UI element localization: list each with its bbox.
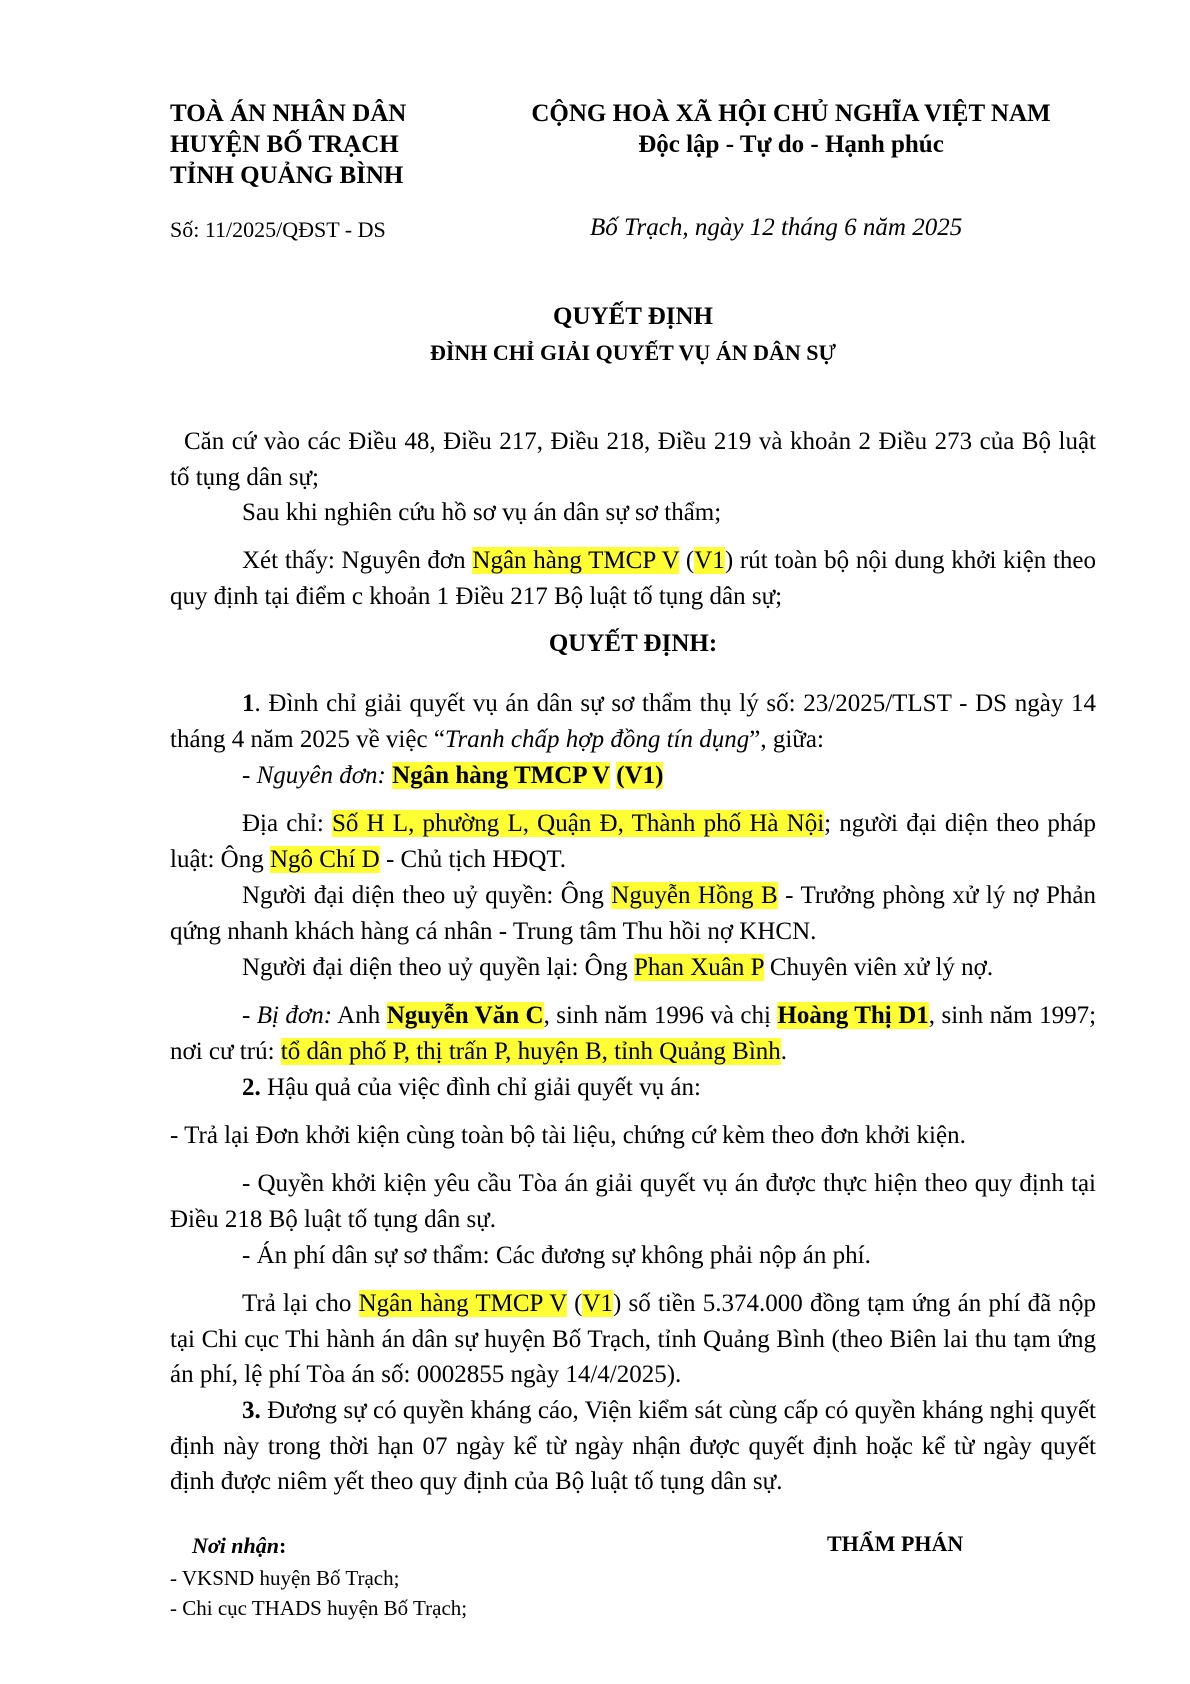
- plaintiff-line: [170, 758, 1096, 794]
- court-name-block: [170, 98, 406, 191]
- case-type: Tranh chấp hợp đồng tín dụng: [444, 725, 750, 753]
- recipient-2: - Chi cục THADS huyện Bố Trạch;: [170, 1596, 468, 1620]
- defendant-name-1: Nguyễn Văn C: [386, 1002, 544, 1029]
- defendant-label: - Bị đơn:: [242, 1002, 333, 1029]
- defendant-name-2: Hoàng Thị D1: [777, 1002, 929, 1029]
- legal-basis-paragraph: Căn cứ vào các Điều 48, Điều 217, Điều 218, Điều 219 và khoản 2 Điều 273 của Bộ luật tố tụng dân sự;: [170, 428, 1096, 491]
- plaintiff-label: - Nguyên đơn:: [242, 762, 393, 789]
- refund-paragraph: Trả lại cho Ngân hàng TMCP V (V1) số tiền 5.374.000 đồng tạm ứng án phí đã nộp tại Chi cục Thi hành án dân sự huyện Bố Trạch, tỉnh Quảng Bình (theo Biên lai thu tạm ứng án phí, lệ phí Tòa án số: 0002855 ngày 14/4/2025).: [170, 1290, 1096, 1388]
- place-and-date: Bố Trạch, ngày 12 tháng 6 năm 2025: [590, 214, 963, 241]
- refund-code: V1: [582, 1290, 613, 1317]
- recipients-label: Nơi nhận:: [192, 1533, 287, 1558]
- document-number: Số: 11/2025/QĐST - DS: [170, 217, 386, 242]
- judge-title: THẨM PHÁN: [827, 1531, 964, 1556]
- item-2-heading: 2. Hậu quả của việc đình chỉ giải quyết vụ án:: [242, 1074, 701, 1101]
- nation-name: CỘNG HOÀ XÃ HỘI CHỦ NGHĨA VIỆT NAM: [531, 100, 1051, 127]
- sub-authorized-rep-name: Phan Xuân P: [633, 954, 764, 981]
- document-subtitle: ĐÌNH CHỈ GIẢI QUYẾT VỤ ÁN DÂN SỰ: [429, 340, 837, 365]
- consideration-paragraph: Xét thấy: Nguyên đơn Ngân hàng TMCP V (V1) rút toàn bộ nội dung khởi kiện theo quy định tại điểm c khoản 1 Điều 217 Bộ luật tố tụng dân sự;: [170, 547, 1096, 610]
- motto: Độc lập - Tự do - Hạnh phúc: [638, 131, 944, 158]
- item-1-number: 1: [242, 690, 255, 717]
- court-line-3: TỈNH QUẢNG BÌNH: [170, 162, 404, 189]
- defendant-address: tổ dân phố P, thị trấn P, huyện B, tỉnh Quảng Bình: [280, 1037, 781, 1065]
- legal-representative: Ngô Chí D: [270, 845, 380, 873]
- defendant-paragraph: - Bị đơn: Anh Nguyễn Văn C, sinh năm 1996 và chị Hoàng Thị D1, sinh năm 1997; nơi cư trú: tổ dân phố P, thị trấn P, huyện B, tỉnh Quảng Bình.: [170, 1002, 1097, 1065]
- national-motto-block: [516, 98, 1066, 160]
- recipient-1: - VKSND huyện Bố Trạch;: [170, 1566, 400, 1590]
- court-line-2: HUYỆN BỐ TRẠCH: [170, 131, 399, 158]
- consequence-line-1: - Trả lại Đơn khởi kiện cùng toàn bộ tài liệu, chứng cứ kèm theo đơn khởi kiện.: [170, 1122, 966, 1149]
- plaintiff-address-paragraph: Địa chỉ: Số H L, phường L, Quận Đ, Thành phố Hà Nội; người đại diện theo pháp luật: Ông Ngô Chí D - Chủ tịch HĐQT.: [170, 810, 1096, 873]
- plaintiff-bank-highlight: Ngân hàng TMCP V: [472, 547, 680, 574]
- plaintiff-address: Số H L, phường L, Quận Đ, Thành phố Hà Nội: [331, 810, 825, 837]
- plaintiff-code-highlight: V1: [694, 547, 725, 574]
- court-line-1: TOÀ ÁN NHÂN DÂN: [170, 100, 407, 127]
- authorized-rep-paragraph: Người đại diện theo uỷ quyền: Ông Nguyễn Hồng B - Trưởng phòng xử lý nợ Phản qứng nhanh khách hàng cá nhân - Trung tâm Thu hồi nợ KHCN.: [170, 882, 1096, 945]
- sub-authorized-rep-paragraph: Người đại diện theo uỷ quyền lại: Ông Phan Xuân P Chuyên viên xử lý nợ.: [242, 954, 994, 981]
- review-paragraph: Sau khi nghiên cứu hồ sơ vụ án dân sự sơ thẩm;: [242, 499, 722, 526]
- plaintiff-name: Ngân hàng TMCP V: [392, 762, 611, 789]
- refund-bank: Ngân hàng TMCP V: [358, 1290, 567, 1317]
- plaintiff-code: (V1): [616, 762, 664, 789]
- decision-heading: QUYẾT ĐỊNH:: [548, 630, 718, 657]
- document-title: QUYẾT ĐỊNH: [553, 303, 713, 330]
- item-3-paragraph: 3. Đương sự có quyền kháng cáo, Viện kiểm sát cùng cấp có quyền kháng nghị quyết định này trong thời hạn 07 ngày kể từ ngày nhận được quyết định hoặc kể từ ngày quyết định được niêm yết theo quy định của Bộ luật tố tụng dân sự.: [170, 1397, 1096, 1495]
- item-1-paragraph: 1. Đình chỉ giải quyết vụ án dân sự sơ thẩm thụ lý số: 23/2025/TLST - DS ngày 14 tháng 4 năm 2025 về việc “Tranh chấp hợp đồng tín dụng”, giữa:: [170, 690, 1096, 753]
- consequence-line-2: - Quyền khởi kiện yêu cầu Tòa án giải quyết vụ án được thực hiện theo quy định tại Điều 218 Bộ luật tố tụng dân sự.: [170, 1170, 1096, 1233]
- item-2-number: 2.: [242, 1074, 261, 1101]
- consequence-line-3: - Án phí dân sự sơ thẩm: Các đương sự không phải nộp án phí.: [242, 1242, 871, 1269]
- authorized-rep-name: Nguyễn Hồng B: [611, 882, 778, 909]
- item-3-number: 3.: [242, 1397, 261, 1424]
